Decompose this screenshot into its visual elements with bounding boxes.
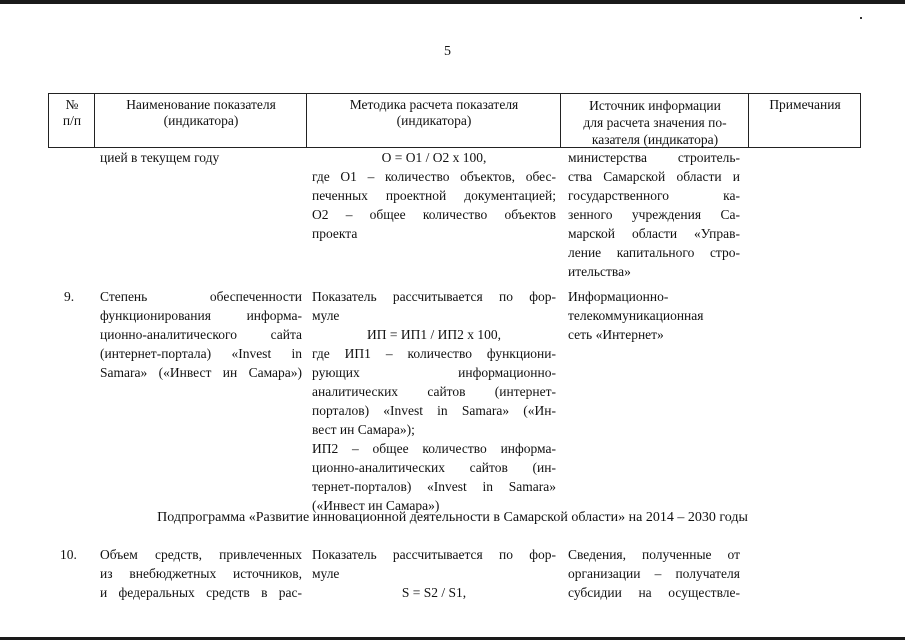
table-border-right — [860, 93, 861, 148]
column-divider-3 — [560, 93, 561, 148]
page-number: 5 — [444, 44, 451, 59]
scan-speck — [860, 17, 862, 19]
row-10-name: Объем средств, привлеченных из внебюджетных источников, и федеральных средств в рас- — [100, 547, 302, 600]
column-divider-2 — [306, 93, 307, 148]
table-border-left — [48, 93, 49, 148]
row-continued-method: О = О1 / О2 х 100, где О1 – количество объектов, обес- печенных проектной документацией; О2 – общее количество объектов проекта — [312, 150, 556, 241]
header-calculation-method: Методика расчета показателя (индикатора) — [349, 97, 519, 128]
row-10-source: Сведения, полученные от организации – получателя субсидии на осуществле- — [568, 547, 740, 600]
subprogram-title: Подпрограмма «Развитие инновационной деятельности в Самарской области» на 2014 – 2030 годы — [157, 510, 748, 525]
column-divider-4 — [748, 93, 749, 148]
row-9-method: Показатель рассчитывается по фор- муле ИП = ИП1 / ИП2 х 100, где ИП1 – количество функциони- рующих информационно- аналитических сайтов (интернет- порталов) «Invest in Samara» («Ин- вест ин Самара»); ИП2 – общее количество информа- ционно-аналитических сайтов (ин- тернет-порталов) «Invest in Samara» («Инвест ин Самара») — [312, 289, 556, 513]
row-continued-name: цией в текущем году — [100, 150, 220, 165]
table-header — [48, 93, 861, 148]
header-information-source: Источник информации для расчета значения по- казателя (индикатора) — [583, 98, 727, 147]
table-header-top-border — [48, 93, 861, 94]
row-10-method: Показатель рассчитывается по фор- муле S = S2 / S1, — [312, 547, 556, 600]
column-divider-1 — [94, 93, 95, 148]
header-number: № п/п — [62, 97, 82, 128]
row-continued-source: министерства строитель- ства Самарской области и государственного ка- зенного учреждения Са- марской области «Управ- ление капитального стро- ительства» — [568, 150, 740, 279]
header-indicator-name: Наименование показателя (индикатора) — [126, 97, 276, 128]
row-9-source: Информационно- телекоммуникационная сеть «Интернет» — [568, 289, 704, 342]
row-9-number: 9. — [64, 289, 75, 304]
row-9-name: Степень обеспеченности функционирования информа- ционно-аналитического сайта (интернет-портала) «Invest in Samara» («Инвест ин Самара») — [100, 289, 302, 380]
row-10-number: 10. — [60, 547, 77, 562]
header-notes: Примечания — [769, 97, 841, 112]
scan-border-top — [0, 0, 905, 4]
